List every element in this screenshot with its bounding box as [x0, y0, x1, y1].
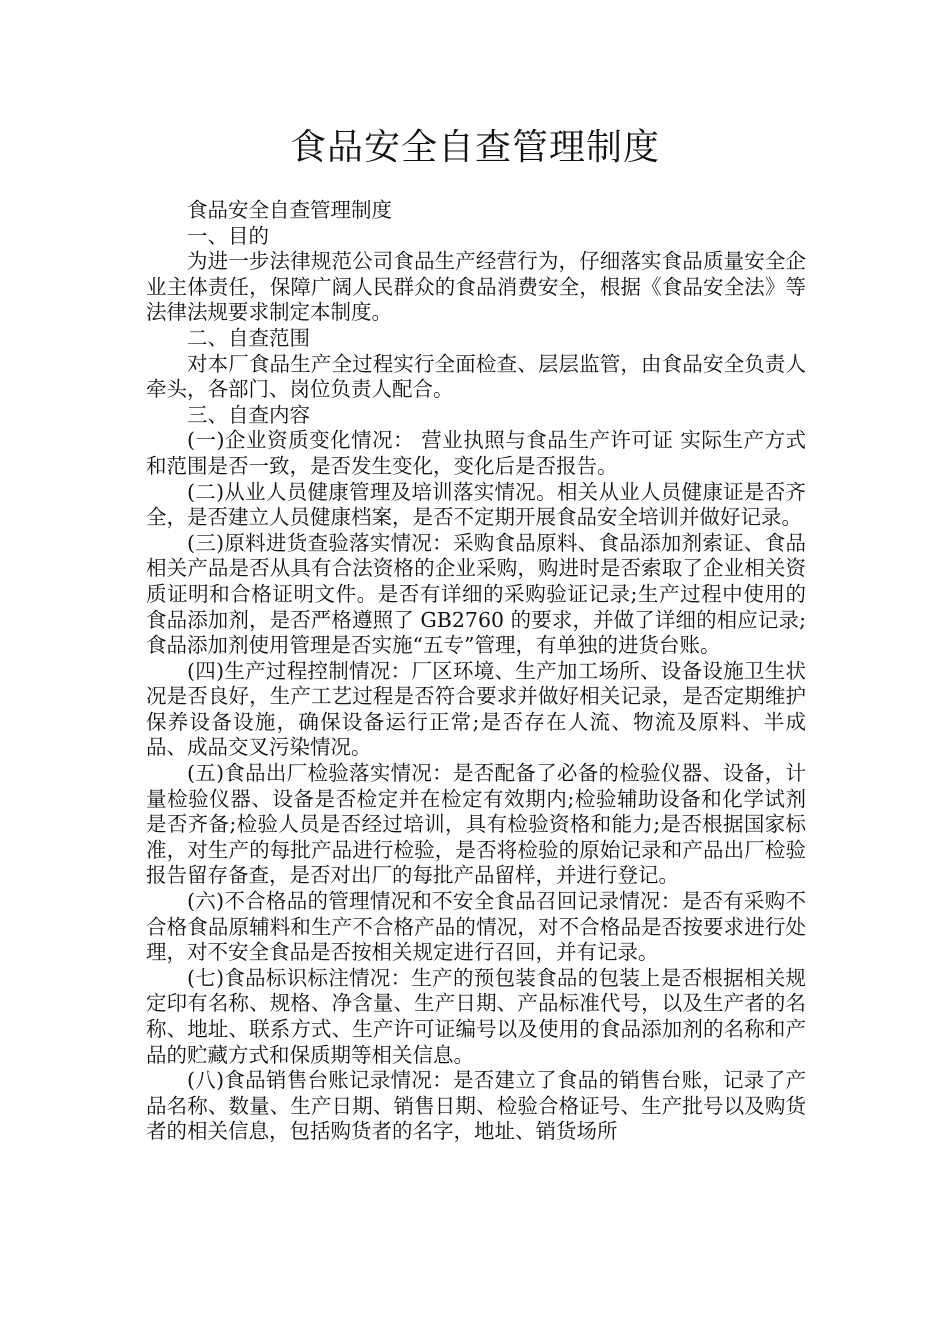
content-item-2: (二)从业人员健康管理及培训落实情况。相关从业人员健康证是否齐全，是否建立人员健康档案，是否不定期开展食品安全培训并做好记录。	[146, 479, 806, 530]
content-item-6: (六)不合格品的管理情况和不安全食品召回记录情况：是否有采购不合格食品原辅料和生产不合格产品的情况，对不合格品是否按要求进行处理，对不安全食品是否按相关规定进行召回，并有记录。	[146, 889, 806, 965]
content-item-7: (七)食品标识标注情况：生产的预包装食品的包装上是否根据相关规定印有名称、规格、净含量、生产日期、产品标准代号，以及生产者的名称、地址、联系方式、生产许可证编号以及使用的食品添加剂的名称和产品的贮藏方式和保质期等相关信息。	[146, 965, 806, 1067]
content-item-3: (三)原料进货查验落实情况：采购食品原料、食品添加剂索证、食品相关产品是否从具有合法资格的企业采购，购进时是否索取了企业相关资质证明和合格证明文件。是否有详细的采购验证记录;生产过程中使用的食品添加剂，是否严格遵照了 GB2760 的要求，并做了详细的相应记录;食品添加剂使用管理是否实施“五专”管理，有单独的进货台账。	[146, 530, 806, 658]
purpose-paragraph: 为进一步法律规范公司食品生产经营行为，仔细落实食品质量安全企业主体责任，保障广阔人民群众的食品消费安全，根据《食品安全法》等法律法规要求制定本制度。	[146, 249, 806, 325]
subtitle-paragraph: 食品安全自查管理制度	[187, 198, 392, 222]
content-item-1: (一)企业资质变化情况： 营业执照与食品生产许可证 实际生产方式和范围是否一致，是否发生变化，变化后是否报告。	[146, 428, 806, 478]
section-heading-purpose: 一、目的	[187, 223, 269, 248]
content-item-8: (八)食品销售台账记录情况：是否建立了食品的销售台账，记录了产品名称、数量、生产日期、销售日期、检验合格证号、生产批号以及购货者的相关信息，包括购货者的名字，地址、销货场所	[146, 1068, 806, 1144]
section-heading-content: 三、自查内容	[187, 402, 310, 427]
section-heading-scope: 二、自查范围	[187, 325, 310, 350]
document-body	[146, 198, 806, 1145]
content-item-4: (四)生产过程控制情况：厂区环境、生产加工场所、设备设施卫生状况是否良好，生产工艺过程是否符合要求并做好相关记录，是否定期维护保养设备设施，确保设备运行正常;是否存在人流、物流及原料、半成品、成品交叉污染情况。	[146, 658, 806, 760]
document-title: 食品安全自查管理制度	[289, 127, 660, 168]
scope-paragraph: 对本厂食品生产全过程实行全面检查、层层监管，由食品安全负责人牵头，各部门、岗位负责人配合。	[146, 351, 806, 402]
content-item-5: (五)食品出厂检验落实情况：是否配备了必备的检验仪器、设备，计量检验仪器、设备是否检定并在检定有效期内;检验辅助设备和化学试剂是否齐备;检验人员是否经过培训，具有检验资格和能力;是否根据国家标准，对生产的每批产品进行检验，是否将检验的原始记录和产品出厂检验报告留存备查，是否对出厂的每批产品留样，并进行登记。	[146, 761, 806, 888]
